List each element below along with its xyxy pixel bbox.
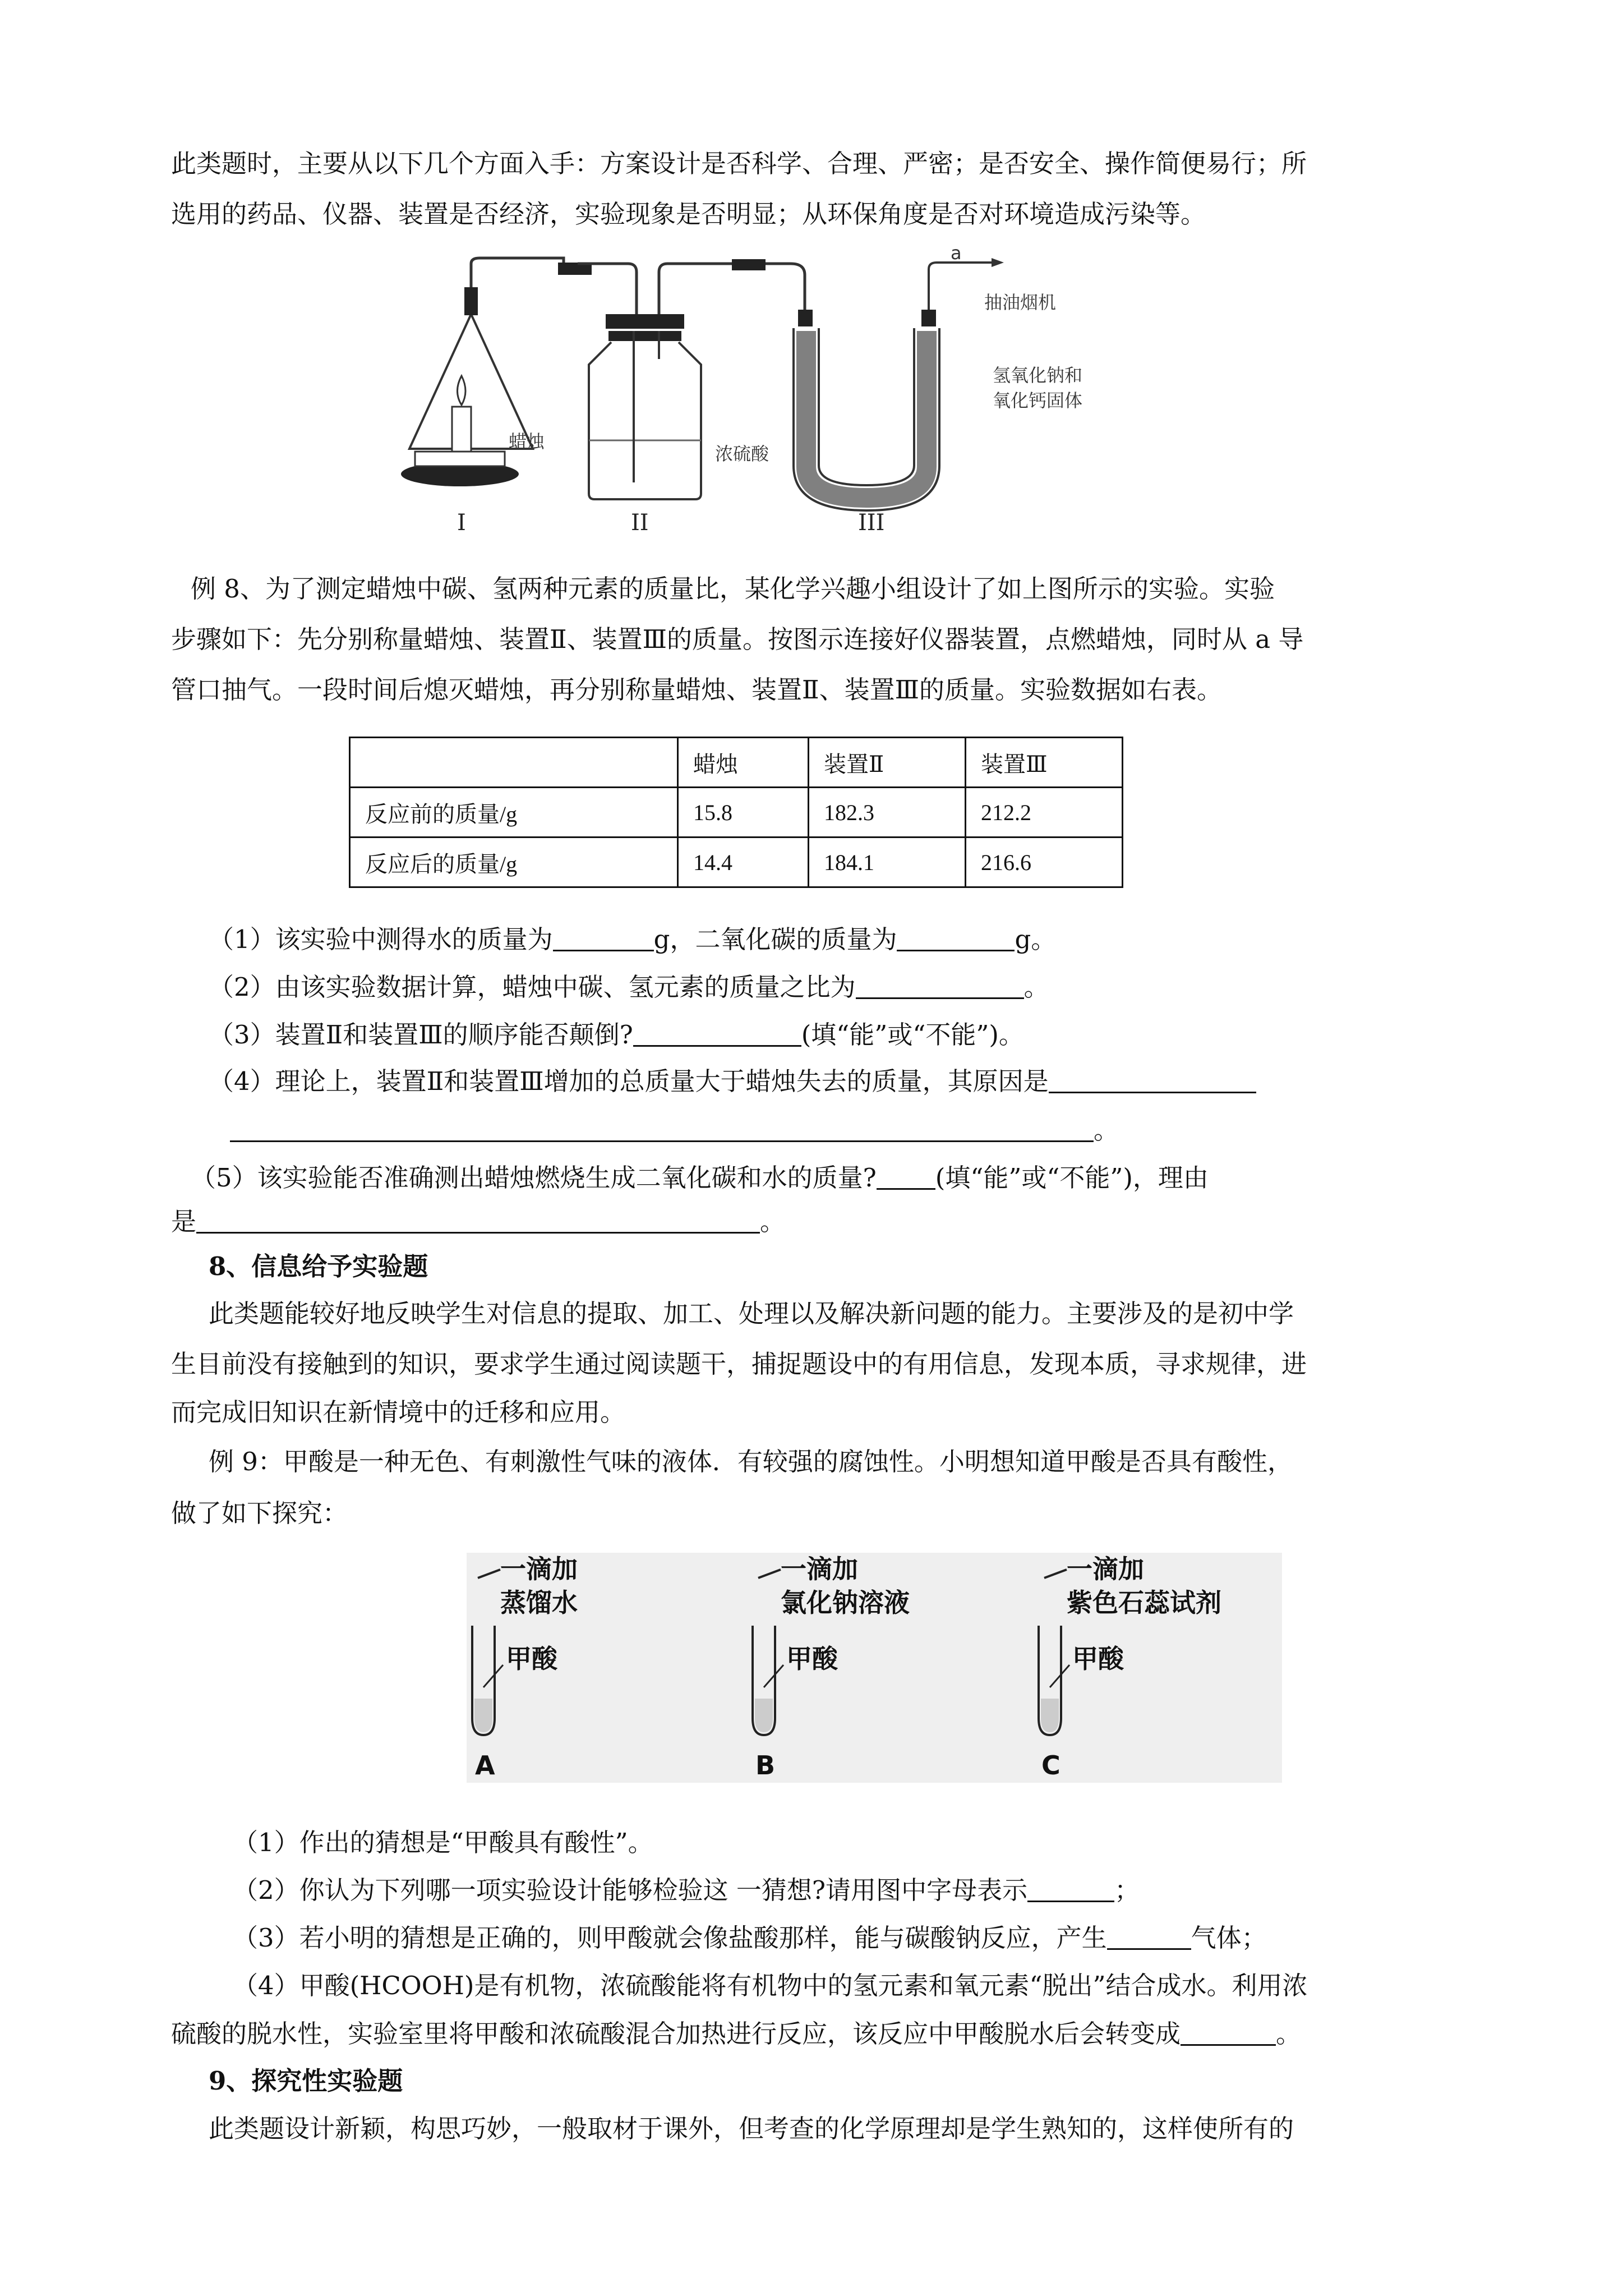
q9-4-blank[interactable] [1181,2019,1276,2046]
candle-label: 蜡烛 [509,431,545,452]
section8-p2: 生目前没有接触到的知识，要求学生通过阅读题干，捕捉题设中的有用信息，发现本质，寻求规律，进 [171,1349,1307,1379]
apparatus-1-funnel [401,258,564,486]
q8-5-text-b: (填“能”或“不能”)，理由 [935,1163,1209,1193]
table-header-candle: 蜡烛 [678,738,809,788]
intro-line-2: 选用的药品、仪器、装置是否经济，实验现象是否明显；从环保角度是否对环境造成污染等。 [171,199,1206,229]
q9-2-blank[interactable] [1027,1876,1114,1902]
q8-3-text-b: (填“能”或“不能”)。 [801,1020,1024,1050]
q8-1-text-b: g，二氧化碳的质量为 [653,924,897,954]
intro-line-1: 此类题时，主要从以下几个方面入手：方案设计是否科学、合理、严密；是否安全、操作简便易行；所 [171,149,1307,178]
q9-3 [233,1921,1267,1955]
table-cell: 反应后的质量/g [350,838,678,887]
q8-5-text-a: （5）该实验能否准确测出蜡烛燃烧生成二氧化碳和水的质量? [191,1163,877,1193]
table-cell: 182.3 [809,788,966,838]
solid-label-1: 氢氧化钠和 [993,365,1083,386]
table-header-row [350,738,1123,788]
example8-line-3: 管口抽气。一段时间后熄灭蜡烛，再分别称量蜡烛、装置Ⅱ、装置Ⅲ的质量。实验数据如右表。 [171,675,1222,705]
tube-b-content: 甲酸 [786,1644,838,1674]
tube-c-drop: 一滴加 [1067,1554,1144,1584]
table-row [350,788,1123,838]
q8-4-blank-1[interactable] [1049,1067,1256,1093]
q8-4-cont [230,1114,1119,1147]
q8-2-blank[interactable] [856,973,1024,999]
table-header-device2: 装置Ⅱ [809,738,966,788]
q8-1 [209,923,1056,956]
section8-p1: 此类题能较好地反映学生对信息的提取、加工、处理以及解决新问题的能力。主要涉及的是初中学 [209,1299,1294,1328]
table-cell: 212.2 [966,788,1123,838]
q9-2-text-b: ； [1114,1875,1140,1905]
q8-5 [191,1161,1209,1195]
q9-3-text-a: （3）若小明的猜想是正确的，则甲酸就会像盐酸那样，能与碳酸钠反应，产生 [233,1923,1107,1953]
table-cell: 184.1 [809,838,966,887]
table-cell: 216.6 [966,838,1123,887]
tube-b-drop: 一滴加 [781,1554,858,1584]
q9-3-blank[interactable] [1107,1924,1191,1950]
roman-3: III [858,510,885,536]
q8-4-blank-2[interactable] [230,1116,1094,1142]
table-header-empty [350,738,678,788]
example9-line-1: 例 9：甲酸是一种无色、有刺激性气味的液体．有较强的腐蚀性。小明想知道甲酸是否具有酸性， [209,1447,1293,1476]
tube-b-reagent: 氯化钠溶液 [781,1588,910,1618]
apparatus-2-bottle [589,314,769,499]
solid-label-2: 氧化钙固体 [993,390,1083,411]
section9-p1: 此类题设计新颖，构思巧妙，一般取材于课外，但考查的化学原理却是学生熟知的，这样使所有的 [209,2114,1294,2143]
fan-label: 抽油烟机 [984,292,1057,313]
apparatus-figure [387,247,1133,539]
tube-c-content: 甲酸 [1072,1644,1124,1674]
q8-2-text-a: （2）由该实验数据计算，蜡烛中碳、氢元素的质量之比为 [209,972,856,1002]
example8-line-1: 例 8、为了测定蜡烛中碳、氢两种元素的质量比，某化学兴趣小组设计了如上图所示的实验。实验 [191,574,1275,604]
q9-3-text-b: 气体； [1191,1923,1267,1953]
mass-table [349,737,1123,888]
q8-3-blank[interactable] [633,1020,801,1047]
q9-4: （4）甲酸(HCOOH)是有机物，浓硫酸能将有机物中的氢元素和氧元素“脱出”结合成水。利用浓 [233,1971,1308,2000]
tube-c-letter: C [1041,1750,1061,1780]
example9-line-2: 做了如下探究： [171,1498,348,1528]
q8-5-text-d: 。 [760,1207,786,1236]
table-row [350,838,1123,887]
apparatus-3-u-tube [794,247,1082,510]
tube-a-drop: 一滴加 [500,1554,578,1584]
table-header-device3: 装置Ⅲ [966,738,1123,788]
table-cell: 14.4 [678,838,809,887]
tube-c-reagent: 紫色石蕊试剂 [1067,1588,1221,1618]
q8-2-text-b: 。 [1023,972,1049,1002]
q8-2 [209,970,1049,1004]
section9-heading: 9、探究性实验题 [209,2066,403,2096]
test-tubes-figure [467,1553,1282,1783]
roman-1: I [457,510,466,536]
q9-4-text-c: 。 [1276,2019,1302,2049]
table-cell: 反应前的质量/g [350,788,678,838]
q8-4-text-a: （4）理论上，装置Ⅱ和装置Ⅲ增加的总质量大于蜡烛失去的质量，其原因是 [209,1066,1049,1096]
example8-line-2: 步骤如下：先分别称量蜡烛、装置Ⅱ、装置Ⅲ的质量。按图示连接好仪器装置，点燃蜡烛，同时从 a 导 [171,624,1304,654]
q8-5-text-c: 是 [171,1207,197,1236]
q8-1-text-c: g。 [1015,924,1057,954]
tube-b-letter: B [755,1750,776,1780]
q9-1: （1）作出的猜想是“甲酸具有酸性”。 [233,1828,653,1857]
q9-2-text-a: （2）你认为下列哪一项实验设计能够检验这 一猜想?请用图中字母表示 [233,1875,1028,1905]
q8-5-blank-2[interactable] [196,1207,760,1234]
tube-a-content: 甲酸 [506,1644,557,1674]
q8-5-cont [171,1205,785,1239]
roman-2: II [631,510,649,536]
q9-4-cont [171,2017,1301,2051]
section8-p3: 而完成旧知识在新情境中的迁移和应用。 [171,1397,626,1427]
a-label: a [951,247,962,264]
q8-3-text-a: （3）装置Ⅱ和装置Ⅲ的顺序能否颠倒? [209,1020,633,1050]
acid-label: 浓硫酸 [715,443,769,464]
q8-5-blank-1[interactable] [877,1163,935,1190]
q8-1-blank-co2[interactable] [897,925,1015,951]
q9-4-text-b: 硫酸的脱水性，实验室里将甲酸和浓硫酸混合加热进行反应，该反应中甲酸脱水后会转变成 [171,2019,1181,2049]
q8-1-blank-water[interactable] [553,925,654,951]
tube-a-letter: A [475,1750,495,1780]
q8-1-text-a: （1）该实验中测得水的质量为 [209,924,553,954]
q8-4 [209,1065,1256,1098]
section8-heading: 8、信息给予实验题 [209,1251,428,1281]
q8-4-text-b: 。 [1094,1115,1119,1145]
tube-a-reagent: 蒸馏水 [500,1588,578,1618]
q9-2 [233,1874,1140,1907]
q8-3 [209,1018,1024,1052]
table-cell: 15.8 [678,788,809,838]
